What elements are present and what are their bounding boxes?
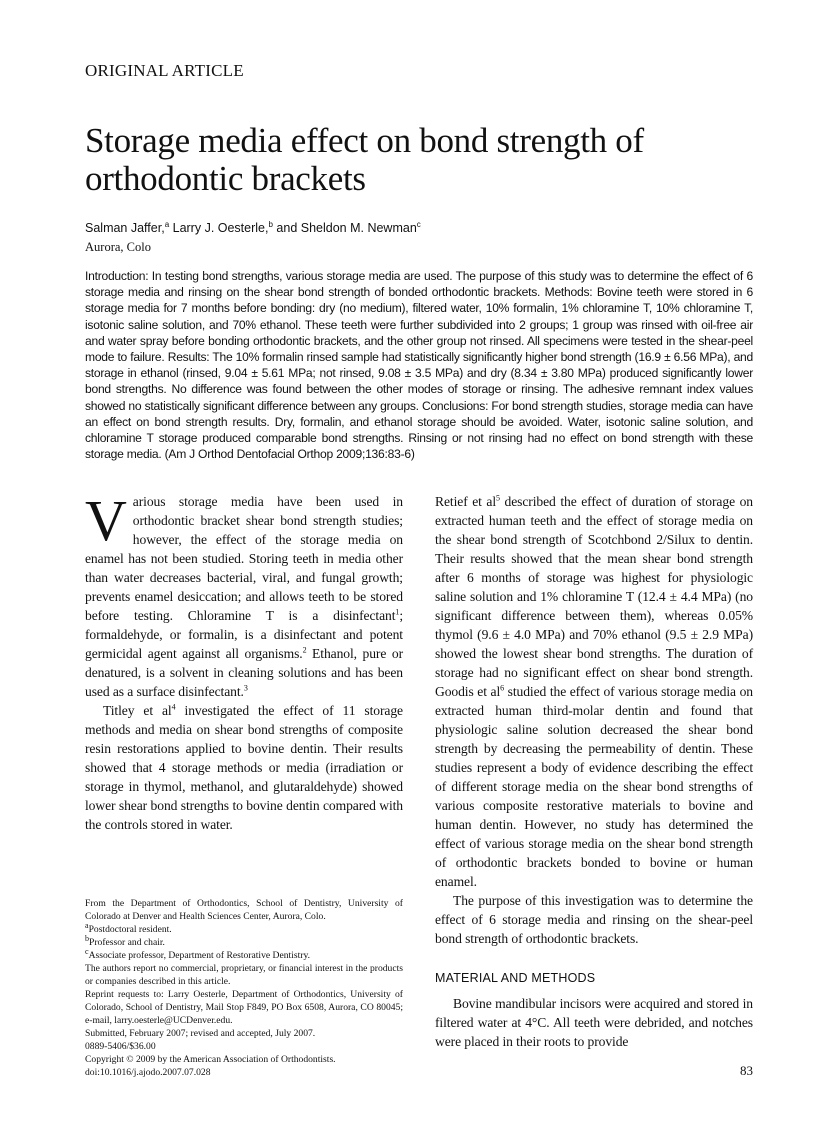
author-location: Aurora, Colo [85, 240, 151, 254]
footnote-submitted: Submitted, February 2007; revised and accepted, July 2007. [85, 1028, 316, 1040]
text: Ethanol, pure or denatured, is a solvent in cleaning solutions and has been used as a surface disinfectant. [85, 646, 403, 700]
footnote-mark: a [85, 921, 89, 931]
body-paragraph [435, 492, 753, 891]
left-column-wrapper [85, 488, 403, 1079]
body-paragraph: Bovine mandibular incisors were acquired and stored in filtered water at 4°C. All teeth were debrided, and notches were placed in their roots to provide [435, 996, 753, 1050]
footnote-reprint: Reprint requests to: Larry Oesterle, Department of Orthodontics, University of Colorado, School of Dentistry, Mail Stop F849, PO Box 6508, Aurora, CO 80045; e-mail, larry.oesterle@UCDenver.edu. [85, 989, 403, 1027]
text: Postdoctoral resident. [88, 924, 172, 936]
text: Retief et al [435, 494, 497, 510]
author-list [85, 220, 753, 237]
text: Titley et al [103, 703, 172, 719]
footnote-doi[interactable]: doi:10.1016/j.ajodo.2007.07.028 [85, 1067, 211, 1079]
author-name: and Sheldon M. Newman [272, 221, 417, 235]
body-paragraph [85, 701, 403, 834]
footnote-c [85, 949, 403, 962]
text: investigated the effect of 11 storage methods and media on shear bond strengths of composite resin restorations applied to bovine dentin. Their results showed that 4 storage methods or media (irradiation or storage in thymol, methanol, and glutaraldehyde) showed lower shear bond strengths to bovine dentin compared with the controls stored in water. [85, 703, 403, 833]
footnote-mark: b [85, 934, 89, 944]
text: arious storage media have been used in orthodontic bracket shear bond strength studies; however, the effect of the storage media on enamel has not been studied. Storing teeth in media other than water decreases bacterial, viral, and fungal growth; prevents enamel desiccation; and allows teeth to be stored before testing. Chloramine T is a disinfectant [85, 494, 403, 624]
author-name: Larry J. Oesterle, [169, 221, 269, 235]
citation: 2 [302, 645, 307, 655]
author-affiliation-mark: c [416, 219, 421, 229]
citation: 4 [171, 702, 176, 712]
left-column [85, 488, 403, 834]
body-paragraph: The purpose of this investigation was to determine the effect of 6 storage media and rinsing on the shear-peel bond strength of orthodontic brackets. [435, 893, 753, 947]
text: Professor and chair. [89, 937, 165, 949]
footnote-mark: c [85, 947, 89, 957]
body-paragraph [85, 488, 403, 701]
section-label: ORIGINAL ARTICLE [85, 61, 244, 80]
drop-cap: V [85, 488, 127, 554]
author-affiliation-mark: a [164, 219, 170, 229]
footnote-copyright: Copyright © 2009 by the American Association of Orthodontists. [85, 1054, 336, 1066]
author-affiliation-mark: b [268, 219, 273, 229]
footnote-disclosure: The authors report no commercial, proprietary, or financial interest in the products or companies described in this article. [85, 963, 403, 988]
citation: 5 [496, 493, 500, 503]
text: Associate professor, Department of Restorative Dentistry. [88, 950, 311, 962]
footnote-affiliation: From the Department of Orthodontics, School of Dentistry, University of Colorado at Denver and Health Sciences Center, Aurora, Colo. [85, 898, 403, 923]
section-heading-methods: MATERIAL AND METHODS [435, 971, 596, 986]
citation: 3 [243, 683, 248, 693]
page-number: 83 [740, 1063, 753, 1079]
text: ; formaldehyde, or formalin, is a disinfectant and potent germicidal agent against all organisms. [85, 608, 403, 662]
abstract: Introduction: In testing bond strengths, various storage media are used. The purpose of this study was to determine the effect of 6 storage media and rinsing on the shear bond strength of bonded orthodontic brackets. Methods: Bovine teeth were stored in 6 storage media for 7 months before bonding: dry (no medium), filtered water, 10% formalin, 1% chloramine T, 10% chloramine T, isotonic saline solution, and 70% ethanol. These teeth were further subdivided into 2 groups; 1 group was rinsed with oil-free air and water spray before bonding orthodontic brackets, and the other group not rinsed. All specimens were tested in the shear-peel mode to failure. Results: The 10% formalin rinsed sample had statistically significantly higher bond strength (16.9 ± 6.56 MPa), and storage in ethanol (rinsed, 9.04 ± 5.61 MPa; not rinsed, 9.08 ± 3.5 MPa) and dry (8.34 ± 3.80 MPa) produced significantly lower bond strengths. No difference was found between the other modes of storage or rinsing. The adhesive remnant index values showed no statistically significant difference between any groups. Conclusions: For bond strength studies, storage media can have an effect on bond strength results. Dry, formalin, and ethanol storage should be avoided. Water, isotonic saline solution, and chloramine T storage produced comparable bond strengths. Rinsing or not rinsing had no effect on bond strength with these storage media. (Am J Orthod Dentofacial Orthop 2009;136:83-6) [85, 269, 753, 462]
citation: 1 [395, 607, 400, 617]
footnotes [85, 875, 403, 1079]
right-column [435, 492, 753, 1051]
footnote-b [85, 936, 403, 949]
footnote-a [85, 923, 403, 936]
text: studied the effect of various storage media on extracted human third-molar dentin and found that physiologic saline solution decreased the shear bond strength by decreasing the permeability of dentin. These studies represent a body of evidence describing the effect of different storage media on the shear bond strengths of various composite restorative materials to bovine and human dentin. However, no study has determined the effect of various storage media on the shear bond strength of orthodontic brackets bonded to bovine or human enamel. [435, 684, 753, 890]
citation: 6 [500, 683, 505, 693]
text: described the effect of duration of storage on extracted human teeth and the effect of storage media on the shear bond strength of Scotchbond 2/Silux to dentin. Their results showed that the mean shear bond strength after 6 months of storage was highest for physiologic saline solution and 1% chloramine T (12.4 ± 4.4 MPa) (no significant difference between them), whereas 0.05% thymol (9.6 ± 4.0 MPa) and 70% ethanol (9.5 ± 2.9 MPa) showed the lowest shear bond strengths. The duration of storage had no significant effect on shear bond strength. Goodis et al [435, 494, 753, 700]
article-title: Storage media effect on bond strength of orthodontic brackets [85, 121, 644, 198]
footnote-issn: 0889-5406/$36.00 [85, 1041, 156, 1053]
right-column-wrapper [435, 492, 753, 1079]
author-name: Salman Jaffer, [85, 221, 165, 235]
body-columns [85, 488, 753, 1079]
